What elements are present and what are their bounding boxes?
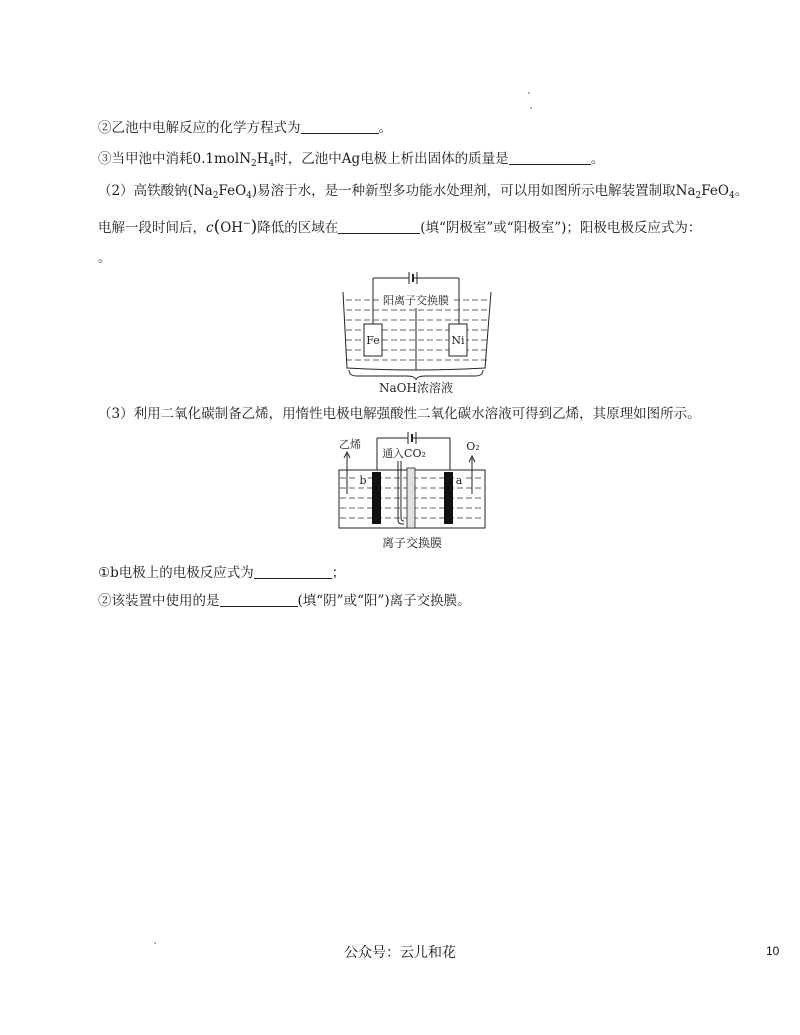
c-oh-formula: c xyxy=(206,220,214,236)
footer-text: 公众号：云儿和花 xyxy=(344,945,456,961)
svg-text:Fe: Fe xyxy=(366,334,380,347)
membrane-label: 离子交换膜 xyxy=(381,536,443,550)
answer-blank[interactable] xyxy=(254,564,332,579)
question-3-3: （3）利用二氧化碳制备乙烯，用惰性电极电解强酸性二氧化碳水溶液可得到乙烯，其原理如图所示。 xyxy=(98,406,701,422)
answer-blank[interactable] xyxy=(338,219,420,234)
answer-blank[interactable] xyxy=(220,592,298,607)
answer-blank[interactable] xyxy=(509,150,591,165)
svg-text:b: b xyxy=(359,474,367,487)
brace xyxy=(349,370,483,380)
na2feo4-formula: $Na_2FeO_4$ xyxy=(192,183,252,201)
svg-text:Ni: Ni xyxy=(451,334,465,347)
oxygen-label: O₂ xyxy=(466,440,480,453)
question-2-3: ③当甲池中消耗$0.1molN_2H_4$时，乙池中Ag电极上析出固体的质量是 。 xyxy=(98,151,605,169)
electrolysis-diagram-2 xyxy=(332,428,492,554)
question-2-2: ②乙池中电解反应的化学方程式为 。 xyxy=(98,120,392,136)
electrode-b xyxy=(372,472,381,524)
svg-text:a: a xyxy=(455,474,463,487)
membrane-label: 阳离子交换膜 xyxy=(383,294,449,307)
question-4-1: ①b电极上的电极反应式为 ； xyxy=(98,565,346,581)
electrode-a xyxy=(444,472,453,524)
page-number: 10 xyxy=(766,944,780,958)
n2h4-formula: $N_2H_4$ xyxy=(239,151,275,169)
question-3-2: （2）高铁酸钠$(Na_2FeO_4)$易溶于水，是一种新型多功能水处理剂，可以用如图所示电解装置制取$Na_2FeO_4$。 xyxy=(98,183,749,201)
question-4-2: ②该装置中使用的是 (填“阴”或“阳”)离子交换膜。 xyxy=(98,593,471,609)
stray-dot xyxy=(530,107,532,109)
ethylene-label: 乙烯 xyxy=(339,438,361,451)
question-3-2-cont: 电解一段时间后，c(OH−)降低的区域在 (填“阴极室”或“阳极室”)；阳极电极反应式为： xyxy=(98,217,702,237)
solution-label: NaOH浓溶液 xyxy=(379,381,453,394)
electrolysis-diagram-1 xyxy=(335,266,505,394)
answer-blank[interactable] xyxy=(301,119,379,134)
na2feo4-formula: $Na_2FeO_4$ xyxy=(675,183,735,201)
question-3-2-end: 。 xyxy=(98,250,112,266)
stray-dot xyxy=(528,92,530,94)
co2-inlet-label: 通入CO₂ xyxy=(382,447,426,460)
ion-exchange-membrane xyxy=(407,468,415,528)
